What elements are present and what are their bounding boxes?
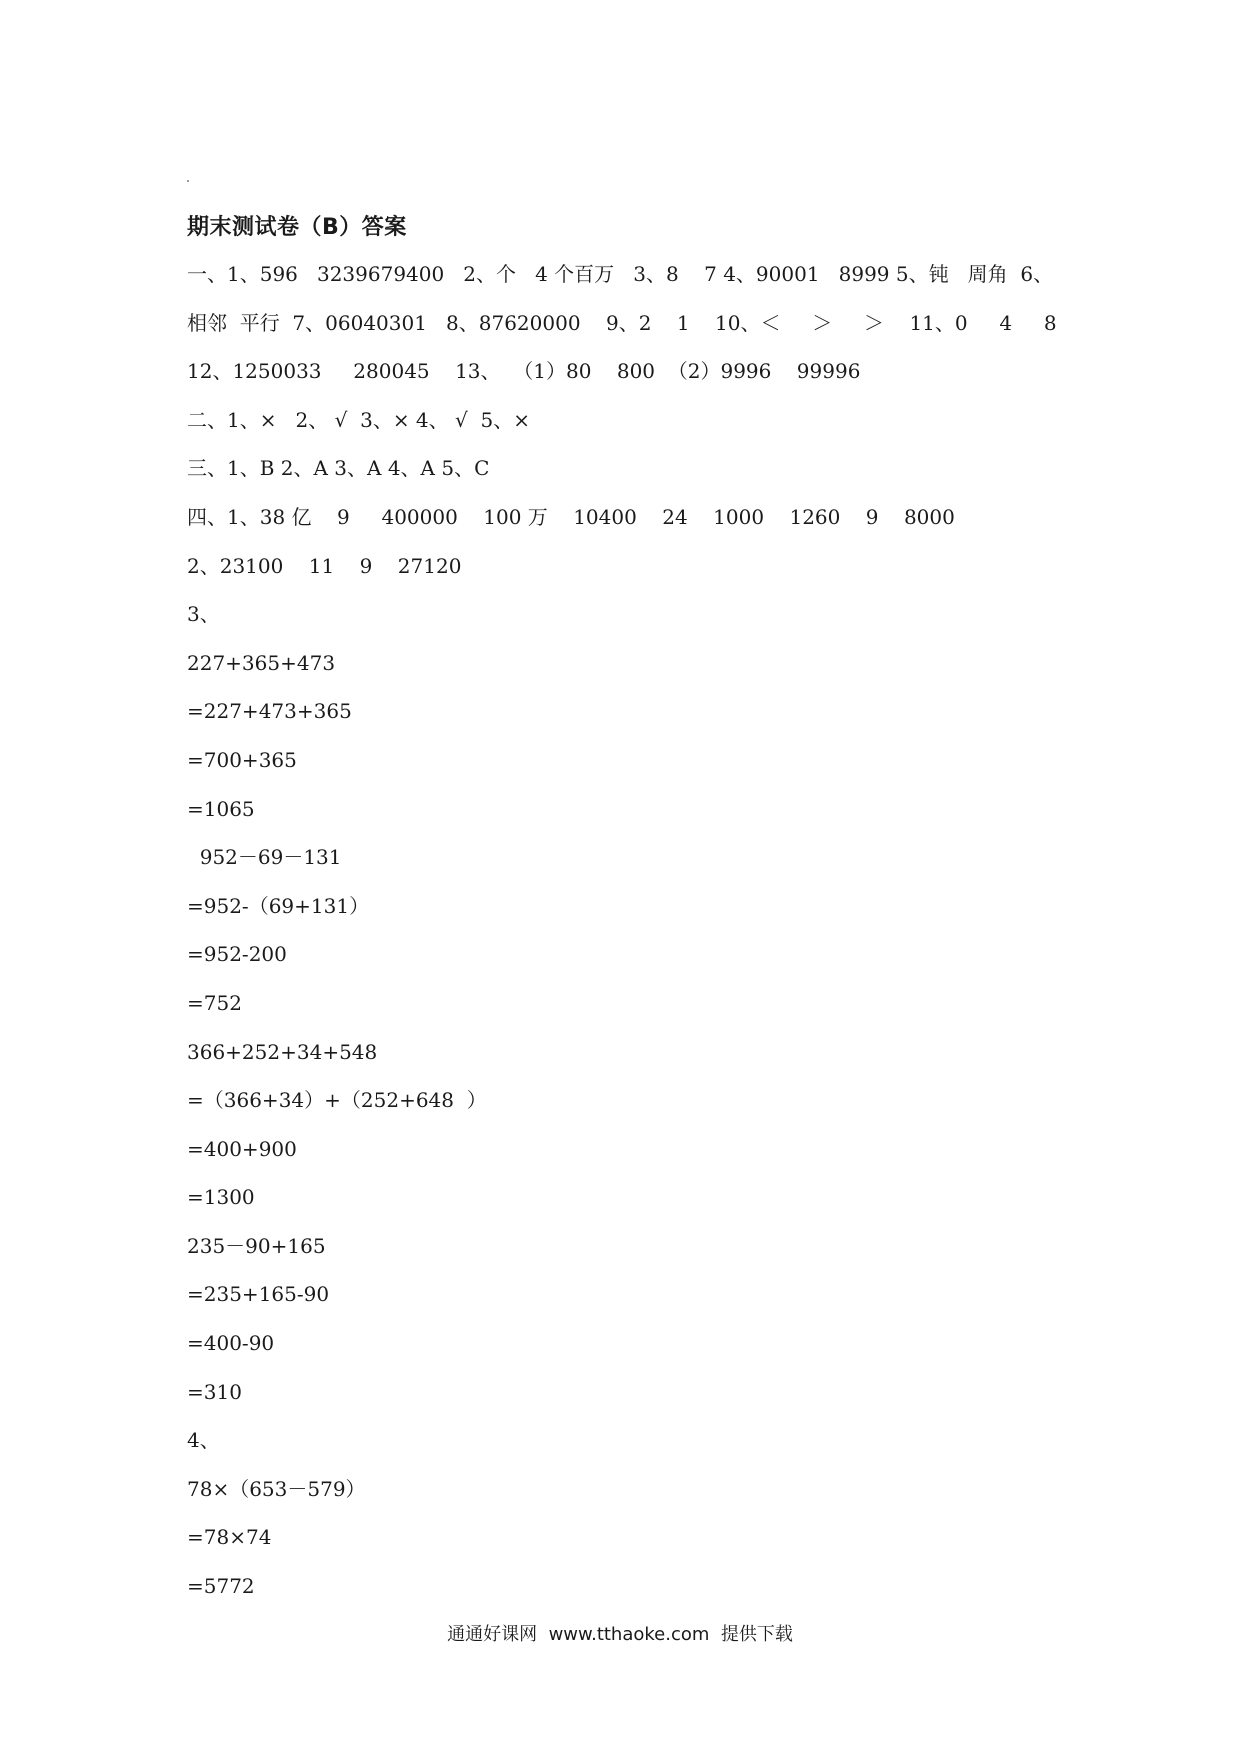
answer-line: =310 <box>187 1379 242 1404</box>
answer-lines <box>187 258 1087 1619</box>
answer-line: 2、23100 11 9 27120 <box>187 553 462 578</box>
answer-line: =952-200 <box>187 942 287 967</box>
answer-line: =227+473+365 <box>187 699 352 724</box>
answer-line: 一、1、596 3239679400 2、个 4 个百万 3、8 7 4、90001 8999 5、钝 周角 6、 <box>187 262 1054 286</box>
answer-line: =400-90 <box>187 1331 275 1356</box>
answer-line: 235－90+165 <box>187 1233 326 1258</box>
answer-line: 三、1、B 2、A 3、A 4、A 5、C <box>187 456 490 481</box>
answer-line: 952－69－131 <box>187 845 342 870</box>
answer-line: =400+900 <box>187 1136 297 1161</box>
answer-line: 四、1、38 亿 9 400000 100 万 10400 24 1000 1260 9 8000 <box>187 504 955 529</box>
answer-line: =952-（69+131） <box>187 893 370 918</box>
answer-line: 4、 <box>187 1428 220 1453</box>
footer-watermark: 通通好课网 www.tthaoke.com 提供下载 <box>447 1624 793 1645</box>
answer-line: 二、1、× 2、 √ 3、× 4、 √ 5、× <box>187 407 530 432</box>
answer-line: =5772 <box>187 1574 255 1599</box>
answer-line: =752 <box>187 990 242 1015</box>
answer-line: 78×（653－579） <box>187 1476 366 1501</box>
answer-line: =235+165-90 <box>187 1282 330 1307</box>
answer-line: =1300 <box>187 1185 255 1210</box>
document-title: 期末测试卷（B）答案 <box>187 215 407 240</box>
answer-line: =1065 <box>187 796 255 821</box>
answer-line: 366+252+34+548 <box>187 1039 378 1064</box>
answer-line: =（366+34）+（252+648 ） <box>187 1088 487 1113</box>
answer-line: 相邻 平行 7、06040301 8、87620000 9、2 1 10、＜ ＞ ＞ 11、0 4 8 <box>187 310 1057 335</box>
answer-line: =78×74 <box>187 1525 272 1550</box>
scan-speck <box>187 180 189 182</box>
answer-line: 3、 <box>187 602 220 627</box>
answer-line: 227+365+473 <box>187 650 336 675</box>
answer-line: =700+365 <box>187 747 297 772</box>
answer-line: 12、1250033 280045 13、 （1）80 800 （2）9996 99996 <box>187 359 861 384</box>
